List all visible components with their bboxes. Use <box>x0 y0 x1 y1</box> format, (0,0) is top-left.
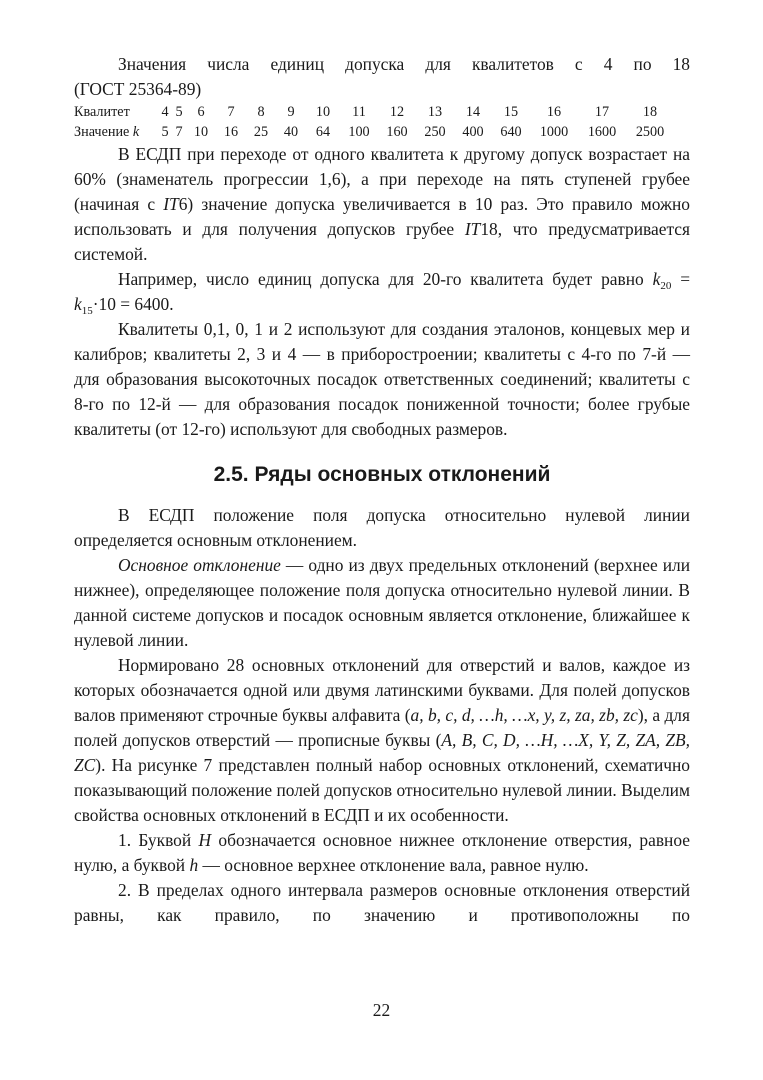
table-row-values <box>74 122 690 142</box>
table-cell: 6 <box>197 104 205 120</box>
table-cell: 15 <box>503 104 519 120</box>
table-cell: 10 <box>315 104 331 120</box>
row-label: Значение k <box>74 124 140 140</box>
table-intro: Значения числа единиц допуска для квалитетов с 4 по 18 <box>118 54 690 74</box>
section-heading: 2.5. Ряды основных отклонений <box>213 463 551 486</box>
paragraph: Нормировано 28 основных отклонений для отверстий и валов, каждое из которых обозначается одной или двумя латинскими буквами. Для полей допусков валов применяют строчные буквы алфавита (a, b, c, d, …h, …x, y, z, za, zb, zc), а для полей допусков отверстий — прописные буквы (A, B, C, D, …H, …X, Y, Z, ZA, ZB, ZC). На рисунке 7 представлен полный набор основных отклонений, схематично показывающий положение полей допусков относительно нулевой линии. Выделим свойства основных отклонений в ЕСДП и их особенности. <box>74 655 690 825</box>
table-cell: 9 <box>287 104 295 120</box>
table-cell: 7 <box>175 124 183 140</box>
paragraph: Квалитеты 0,1, 0, 1 и 2 используют для создания эталонов, концевых мер и калибров; квалитеты 2, 3 и 4 — в приборостроении; квалитеты с 4-го по 7-й — для образования высокоточных посадок ответственных соединений; квалитеты с 8-го по 12-й — для образования посадок пониженной точности; более грубые квалитеты (от 12-го) используют для свободных размеров. <box>74 319 690 439</box>
table-cell: 7 <box>227 104 235 120</box>
table-cell: 400 <box>462 124 484 140</box>
paragraph: 1. Буквой H обозначается основное нижнее отклонение отверстия, равное нулю, а буквой h — основное верхнее отклонение вала, равное нулю. <box>74 830 690 875</box>
paragraph: В ЕСДП при переходе от одного квалитета к другому допуск возрастает на 60% (знаменатель прогрессии 1,6), а при переходе на пять ступеней грубее (начиная с IT6) значение допуска увеличивается в 10 раз. Это правило можно использовать и для получения допусков грубее IT18, что предусматривается системой. <box>74 144 690 264</box>
page-content <box>74 52 690 928</box>
table-cell: 160 <box>386 124 408 140</box>
table-cell: 14 <box>465 104 481 120</box>
table-cell: 17 <box>594 104 610 120</box>
table-cell: 64 <box>315 124 331 140</box>
table-cell: 11 <box>352 104 366 120</box>
table-cell: 100 <box>348 124 370 140</box>
table-cell: 1600 <box>587 124 617 140</box>
table-cell: 2500 <box>635 124 665 140</box>
table-cell: 12 <box>389 104 405 120</box>
table-cell: 1000 <box>539 124 569 140</box>
table-row-grades <box>74 102 690 122</box>
page-number: 22 <box>372 1000 391 1020</box>
table-cell: 640 <box>500 124 522 140</box>
paragraph: 2. В пределах одного интервала размеров основные отклонения отверстий равны, как правило, по значению и противоположны по <box>74 880 690 925</box>
table-cell: 16 <box>546 104 562 120</box>
row-label: Квалитет <box>74 104 130 120</box>
table-cell: 18 <box>642 104 658 120</box>
paragraph: Основное отклонение — одно из двух предельных отклонений (верхнее или нижнее), определяющее положение поля допуска относительно нулевой линии. В данной системе допусков и посадок основным является отклонение, ближайшее к нулевой линии. <box>74 555 691 650</box>
table-cell: 13 <box>427 104 443 120</box>
table-cell: 5 <box>161 124 169 140</box>
table-standard: (ГОСТ 25364-89) <box>74 79 202 99</box>
table-cell: 250 <box>424 124 446 140</box>
paragraph: В ЕСДП положение поля допуска относительно нулевой линии определяется основным отклонением. <box>74 505 690 550</box>
table-cell: 8 <box>257 104 265 120</box>
term: Основное отклонение <box>118 555 281 575</box>
table-cell: 25 <box>253 124 269 140</box>
table-cell: 16 <box>223 124 239 140</box>
paragraph: Например, число единиц допуска для 20-го квалитета будет равно $k_{20} = k_{15}\cdot 10 = 6400$. <box>74 269 690 317</box>
table-cell: 5 <box>175 104 183 120</box>
table-cell: 4 <box>161 104 169 120</box>
table-cell: 40 <box>283 124 299 140</box>
table-cell: 10 <box>193 124 209 140</box>
